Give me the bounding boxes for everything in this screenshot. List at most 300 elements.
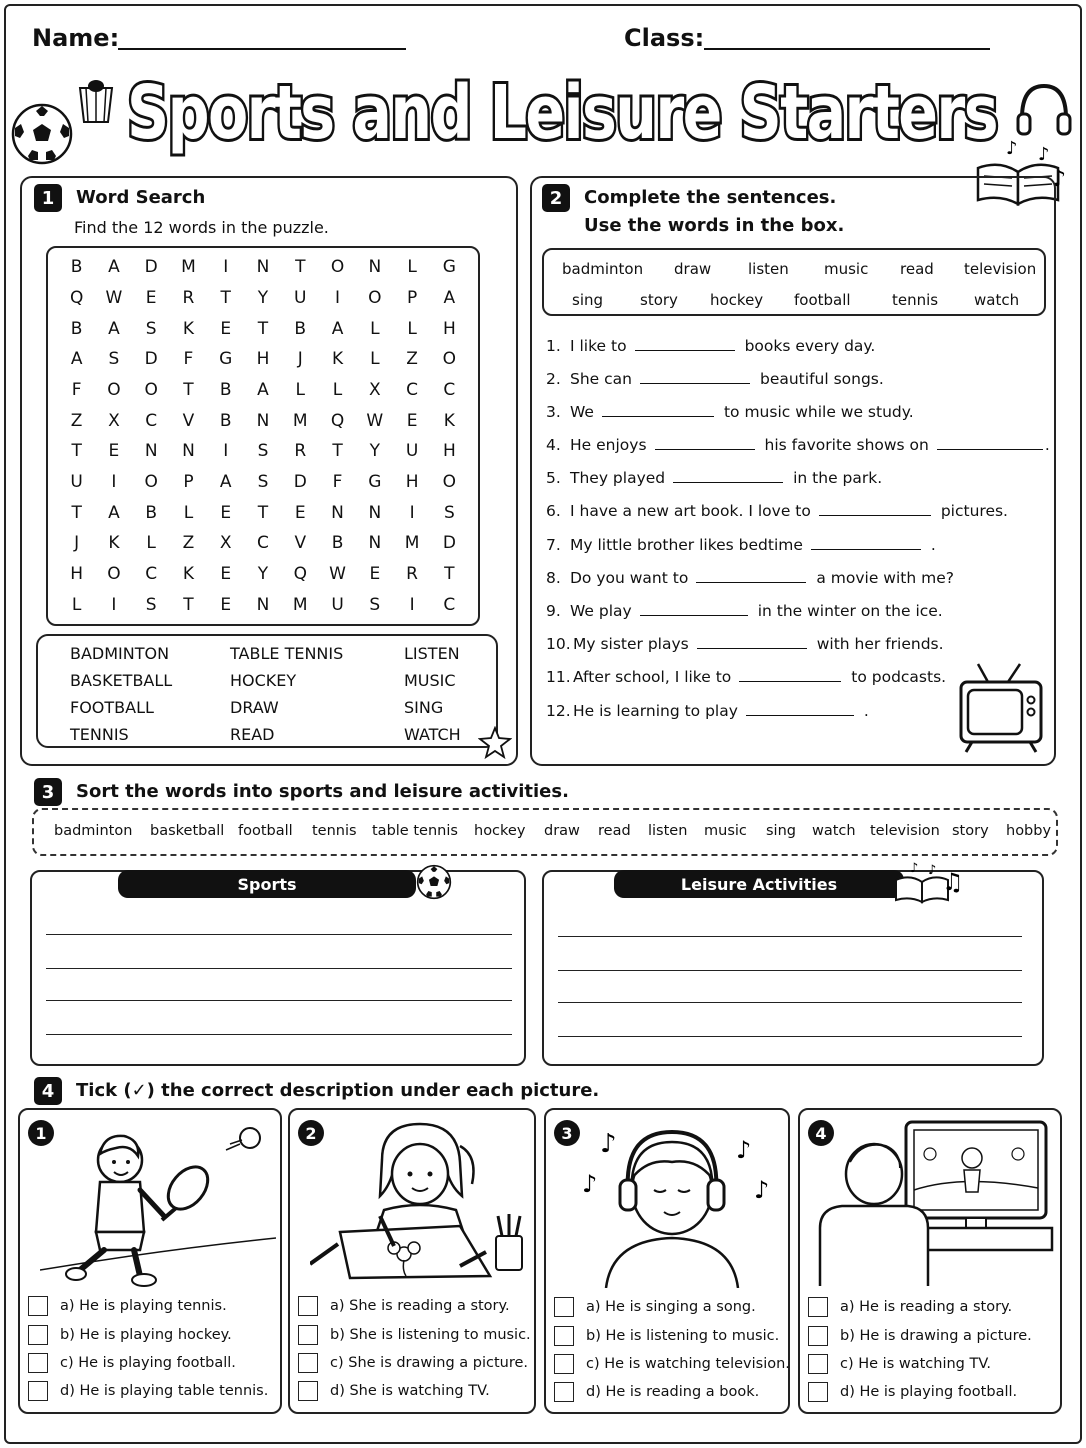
- writing-line[interactable]: [46, 1034, 512, 1035]
- grid-letter[interactable]: U: [405, 441, 419, 462]
- grid-letter[interactable]: L: [407, 257, 417, 278]
- grid-letter[interactable]: K: [108, 533, 120, 554]
- sentence-item: [546, 403, 914, 421]
- answer-blank[interactable]: [673, 469, 783, 483]
- grid-letter[interactable]: E: [220, 318, 232, 339]
- grid-letter[interactable]: S: [145, 594, 157, 615]
- sentence-item: [546, 370, 884, 388]
- sentence-item: [546, 635, 944, 653]
- grid-letter[interactable]: C: [443, 379, 456, 400]
- word-bank-item: football: [794, 291, 851, 309]
- sports-label: Sports: [118, 870, 416, 898]
- option-label: c) He is watching television.: [586, 1356, 790, 1372]
- grid-letter[interactable]: Z: [70, 410, 83, 431]
- soccer-ball-icon: [416, 864, 452, 900]
- grid-letter[interactable]: N: [256, 257, 270, 278]
- grid-letter[interactable]: X: [219, 533, 232, 554]
- grid-letter[interactable]: G: [442, 257, 456, 278]
- picture-number: 1: [28, 1120, 54, 1146]
- svg-text:♪: ♪: [736, 1136, 752, 1164]
- option-label: d) She is watching TV.: [330, 1383, 490, 1399]
- grid-letter[interactable]: J: [74, 533, 80, 554]
- grid-letter[interactable]: N: [368, 257, 382, 278]
- grid-letter[interactable]: C: [406, 379, 419, 400]
- sentence-item: [546, 502, 1008, 520]
- sentence-item: [546, 569, 954, 587]
- grid-letter[interactable]: Z: [406, 349, 418, 370]
- sentence-text: We: [570, 403, 594, 421]
- sentence-text: I like to: [570, 337, 627, 355]
- svg-text:♫: ♫: [942, 868, 964, 896]
- sentence-text: .: [863, 702, 869, 720]
- grid-letter[interactable]: Q: [69, 287, 84, 308]
- writing-line[interactable]: [46, 1000, 512, 1001]
- sentence-item: [546, 469, 882, 487]
- tick-checkbox[interactable]: [298, 1353, 318, 1373]
- word-list-item: SING: [404, 698, 444, 717]
- grid-letter[interactable]: T: [257, 318, 269, 339]
- sort-word: draw: [544, 823, 580, 839]
- grid-letter[interactable]: T: [444, 563, 455, 584]
- grid-letter[interactable]: U: [70, 471, 83, 492]
- soccer-ball-icon: [10, 102, 74, 166]
- sentence-text: a movie with me?: [816, 569, 954, 587]
- answer-blank[interactable]: [602, 403, 714, 417]
- sentence-item: [546, 602, 943, 620]
- word-bank-item: hockey: [710, 291, 764, 309]
- grid-letter[interactable]: T: [183, 594, 194, 615]
- option-label: b) She is listening to music.: [330, 1327, 531, 1343]
- grid-letter[interactable]: E: [220, 563, 232, 584]
- grid-letter[interactable]: A: [108, 502, 120, 523]
- grid-letter[interactable]: O: [144, 379, 158, 400]
- sentence-item: [546, 436, 1050, 454]
- grid-letter[interactable]: O: [442, 471, 457, 492]
- grid-letter[interactable]: U: [294, 287, 307, 308]
- grid-letter[interactable]: S: [108, 349, 120, 370]
- star-icon: [478, 726, 512, 760]
- sentence-number: 12.: [546, 702, 571, 720]
- grid-letter[interactable]: K: [182, 563, 195, 584]
- grid-letter[interactable]: B: [70, 257, 83, 278]
- sentence-text: My little brother likes bedtime: [570, 536, 803, 554]
- section-2-title: Complete the sentences.: [584, 187, 837, 208]
- option-label: a) She is reading a story.: [330, 1298, 510, 1314]
- grid-letter[interactable]: A: [443, 287, 456, 308]
- picture-number: 3: [554, 1120, 580, 1146]
- grid-letter[interactable]: I: [335, 287, 341, 308]
- answer-blank[interactable]: [697, 635, 807, 649]
- word-list-item: WATCH: [404, 725, 461, 744]
- sort-word: listen: [648, 823, 688, 839]
- grid-letter[interactable]: A: [257, 379, 269, 400]
- grid-letter[interactable]: O: [368, 287, 382, 308]
- grid-letter[interactable]: X: [368, 379, 381, 400]
- grid-letter[interactable]: H: [405, 471, 419, 492]
- writing-line[interactable]: [46, 934, 512, 935]
- grid-letter[interactable]: A: [108, 257, 120, 278]
- word-bank-item: sing: [572, 291, 604, 309]
- word-bank-item: tennis: [892, 291, 939, 309]
- class-field[interactable]: [704, 48, 990, 50]
- grid-letter[interactable]: N: [182, 441, 195, 462]
- answer-blank[interactable]: [739, 668, 841, 682]
- grid-letter[interactable]: M: [292, 410, 308, 431]
- answer-blank[interactable]: [635, 337, 735, 351]
- tick-checkbox[interactable]: [808, 1382, 828, 1402]
- section-3-badge: 3: [34, 778, 62, 806]
- writing-line[interactable]: [558, 936, 1022, 937]
- sentence-number: 10.: [546, 635, 571, 653]
- grid-letter[interactable]: T: [295, 257, 306, 278]
- grid-letter[interactable]: M: [292, 594, 308, 615]
- grid-letter[interactable]: S: [369, 594, 381, 615]
- grid-letter[interactable]: N: [368, 502, 382, 523]
- grid-letter[interactable]: L: [183, 502, 194, 523]
- grid-letter[interactable]: W: [329, 563, 346, 584]
- answer-blank[interactable]: [640, 602, 748, 616]
- word-bank-item: watch: [974, 291, 1020, 309]
- sentence-number: 3.: [546, 403, 561, 421]
- grid-letter[interactable]: Q: [330, 410, 345, 431]
- grid-letter[interactable]: E: [220, 594, 232, 615]
- grid-letter[interactable]: B: [219, 379, 232, 400]
- answer-blank[interactable]: [640, 370, 750, 384]
- grid-letter[interactable]: J: [297, 349, 303, 370]
- word-list-item: BASKETBALL: [70, 671, 173, 690]
- grid-letter[interactable]: V: [294, 533, 307, 554]
- grid-letter[interactable]: F: [71, 379, 82, 400]
- grid-letter[interactable]: L: [332, 379, 343, 400]
- grid-letter[interactable]: A: [108, 318, 120, 339]
- grid-letter[interactable]: L: [370, 318, 380, 339]
- sentence-item: [546, 536, 936, 554]
- option-label: a) He is reading a story.: [840, 1299, 1013, 1315]
- grid-letter[interactable]: A: [331, 318, 344, 339]
- grid-letter[interactable]: E: [369, 563, 381, 584]
- sentence-number: 4.: [546, 436, 561, 454]
- grid-letter[interactable]: Z: [182, 533, 195, 554]
- grid-letter[interactable]: C: [443, 594, 456, 615]
- grid-letter[interactable]: B: [70, 318, 83, 339]
- sentence-text: to podcasts.: [851, 668, 947, 686]
- answer-blank[interactable]: [696, 569, 806, 583]
- grid-letter[interactable]: K: [331, 349, 344, 370]
- sort-word: football: [238, 823, 293, 839]
- grid-letter[interactable]: L: [295, 379, 305, 400]
- writing-line[interactable]: [558, 1036, 1022, 1037]
- sentence-text: beautiful songs.: [759, 370, 884, 388]
- grid-letter[interactable]: E: [220, 502, 232, 523]
- grid-letter[interactable]: T: [220, 287, 231, 308]
- grid-letter[interactable]: S: [257, 471, 269, 492]
- tick-checkbox[interactable]: [28, 1296, 48, 1316]
- grid-letter[interactable]: C: [257, 533, 269, 554]
- grid-letter[interactable]: G: [368, 471, 382, 492]
- tick-checkbox[interactable]: [28, 1381, 48, 1401]
- sentence-text: My sister plays: [573, 635, 689, 653]
- picture-number: 4: [808, 1120, 834, 1146]
- headphones-icon: [1012, 78, 1076, 142]
- svg-text:♪: ♪: [1052, 167, 1067, 192]
- sentence-text: .: [1044, 436, 1050, 454]
- sentence-item: [546, 702, 869, 720]
- grid-letter[interactable]: N: [331, 502, 344, 523]
- option-label: d) He is playing table tennis.: [60, 1383, 269, 1399]
- name-field[interactable]: [118, 48, 406, 50]
- section-4-badge: 4: [34, 1077, 62, 1105]
- grid-letter[interactable]: Q: [293, 563, 307, 584]
- grid-letter[interactable]: D: [442, 533, 456, 554]
- word-bank-box: [542, 248, 1046, 316]
- grid-letter[interactable]: B: [331, 533, 344, 554]
- grid-letter[interactable]: L: [407, 318, 417, 339]
- tick-checkbox[interactable]: [554, 1382, 574, 1402]
- grid-letter[interactable]: D: [144, 257, 158, 278]
- grid-letter[interactable]: Y: [369, 441, 380, 462]
- svg-text:♪: ♪: [1006, 138, 1018, 159]
- word-list-box: [36, 634, 498, 748]
- grid-letter[interactable]: W: [105, 287, 123, 308]
- grid-letter[interactable]: S: [145, 318, 157, 339]
- sort-word: badminton: [54, 823, 133, 839]
- sentence-text: After school, I like to: [573, 668, 732, 686]
- grid-letter[interactable]: K: [443, 410, 455, 431]
- grid-letter[interactable]: T: [71, 441, 82, 462]
- answer-blank[interactable]: [937, 436, 1043, 450]
- option-label: c) He is playing football.: [60, 1355, 236, 1371]
- tick-checkbox[interactable]: [28, 1353, 48, 1373]
- sentence-text: in the park.: [793, 469, 883, 487]
- sort-word-bank: [32, 808, 1058, 856]
- section-4-title: Tick (✓) the correct description under each picture.: [76, 1080, 600, 1101]
- tick-checkbox[interactable]: [28, 1325, 48, 1345]
- sort-word: basketball: [150, 823, 225, 839]
- grid-letter[interactable]: O: [107, 563, 121, 584]
- word-list-item: TABLE TENNIS: [230, 644, 344, 663]
- grid-letter[interactable]: L: [370, 349, 380, 370]
- sort-word: read: [598, 823, 631, 839]
- writing-line[interactable]: [558, 1002, 1022, 1003]
- grid-letter[interactable]: M: [404, 533, 420, 554]
- answer-blank[interactable]: [746, 702, 854, 716]
- class-label: Class:: [624, 24, 705, 52]
- writing-line[interactable]: [558, 970, 1022, 971]
- grid-letter[interactable]: F: [332, 471, 343, 492]
- grid-letter[interactable]: P: [406, 287, 418, 308]
- section-2-badge: 2: [542, 184, 570, 212]
- answer-blank[interactable]: [819, 502, 931, 516]
- grid-letter[interactable]: K: [182, 318, 195, 339]
- option-label: b) He is playing hockey.: [60, 1327, 232, 1343]
- grid-letter[interactable]: B: [219, 410, 232, 431]
- section-1-title: Word Search: [76, 187, 206, 208]
- sentence-text: books every day.: [744, 337, 876, 355]
- grid-letter[interactable]: E: [145, 287, 157, 308]
- sentence-number: 11.: [546, 668, 571, 686]
- grid-letter[interactable]: T: [332, 441, 343, 462]
- boy-watching-tv-illustration: [812, 1118, 1056, 1286]
- sentence-text: to music while we study.: [723, 403, 914, 421]
- sentence-number: 5.: [546, 469, 561, 487]
- word-bank-item: television: [964, 260, 1037, 278]
- grid-letter[interactable]: X: [108, 410, 120, 431]
- tick-checkbox[interactable]: [808, 1354, 828, 1374]
- grid-letter[interactable]: R: [182, 287, 195, 308]
- grid-letter[interactable]: A: [219, 471, 232, 492]
- sentence-number: 7.: [546, 536, 561, 554]
- grid-letter[interactable]: B: [145, 502, 157, 523]
- sort-word: table tennis: [372, 823, 458, 839]
- tick-checkbox[interactable]: [554, 1354, 574, 1374]
- sort-word: hobby: [1006, 823, 1052, 839]
- grid-letter[interactable]: A: [70, 349, 83, 370]
- option-label: a) He is singing a song.: [586, 1299, 756, 1315]
- grid-letter[interactable]: B: [294, 318, 307, 339]
- grid-letter[interactable]: D: [293, 471, 307, 492]
- grid-letter[interactable]: N: [256, 594, 270, 615]
- picture-card-1: [18, 1108, 282, 1414]
- option-label: d) He is playing football.: [840, 1384, 1018, 1400]
- grid-letter[interactable]: S: [257, 441, 269, 462]
- tick-checkbox[interactable]: [808, 1326, 828, 1346]
- sentence-text: They played: [570, 469, 666, 487]
- television-icon: [958, 660, 1044, 756]
- grid-letter[interactable]: G: [219, 349, 233, 370]
- picture-card-2: [288, 1108, 536, 1414]
- grid-letter[interactable]: E: [108, 441, 120, 462]
- sort-word: watch: [812, 823, 856, 839]
- grid-letter[interactable]: I: [111, 471, 117, 492]
- sort-word: tennis: [312, 823, 357, 839]
- grid-letter[interactable]: H: [442, 318, 456, 339]
- svg-text:♪: ♪: [928, 863, 937, 878]
- svg-text:♪: ♪: [582, 1170, 598, 1198]
- grid-letter[interactable]: U: [331, 594, 344, 615]
- grid-letter[interactable]: I: [223, 257, 229, 278]
- word-list-item: DRAW: [230, 698, 279, 717]
- option-label: c) She is drawing a picture.: [330, 1355, 529, 1371]
- tick-checkbox[interactable]: [298, 1296, 318, 1316]
- option-label: b) He is listening to music.: [586, 1328, 780, 1344]
- page-title: [122, 58, 1002, 168]
- sentence-text: She can: [570, 370, 632, 388]
- sort-word: story: [952, 823, 989, 839]
- tick-checkbox[interactable]: [808, 1297, 828, 1317]
- tick-checkbox[interactable]: [298, 1381, 318, 1401]
- grid-letter[interactable]: O: [144, 471, 158, 492]
- tick-checkbox[interactable]: [298, 1325, 318, 1345]
- name-label: Name:: [32, 24, 120, 52]
- option-label: d) He is reading a book.: [586, 1384, 760, 1400]
- grid-letter[interactable]: P: [183, 471, 194, 492]
- sentence-number: 8.: [546, 569, 561, 587]
- answer-blank[interactable]: [655, 436, 755, 450]
- grid-letter[interactable]: I: [409, 594, 415, 615]
- grid-letter[interactable]: F: [183, 349, 194, 370]
- grid-letter[interactable]: H: [442, 441, 456, 462]
- grid-letter[interactable]: D: [144, 349, 158, 370]
- word-list-item: FOOTBALL: [70, 698, 154, 717]
- grid-letter[interactable]: C: [145, 563, 158, 584]
- word-list-item: HOCKEY: [230, 671, 297, 690]
- word-bank-item: read: [900, 260, 934, 278]
- word-list-item: BADMINTON: [70, 644, 170, 663]
- grid-letter[interactable]: S: [443, 502, 455, 523]
- sentence-text: He enjoys: [570, 436, 647, 454]
- sentence-item: [546, 668, 946, 686]
- word-bank-item: draw: [674, 260, 712, 278]
- girl-drawing-illustration: [310, 1116, 532, 1286]
- grid-letter[interactable]: N: [256, 410, 270, 431]
- sentence-text: Do you want to: [570, 569, 689, 587]
- sentence-number: 9.: [546, 602, 561, 620]
- grid-letter[interactable]: T: [71, 502, 82, 523]
- grid-letter[interactable]: M: [181, 257, 196, 278]
- grid-letter[interactable]: O: [107, 379, 121, 400]
- grid-letter[interactable]: N: [368, 533, 382, 554]
- grid-letter[interactable]: I: [409, 502, 415, 523]
- grid-letter[interactable]: H: [70, 563, 84, 584]
- grid-letter[interactable]: E: [294, 502, 306, 523]
- boy-listening-music-illustration: [566, 1118, 786, 1288]
- grid-letter[interactable]: I: [223, 441, 229, 462]
- grid-letter[interactable]: C: [145, 410, 158, 431]
- sentence-text: .: [930, 536, 936, 554]
- shuttlecock-icon: [76, 78, 116, 130]
- picture-number: 2: [298, 1120, 324, 1146]
- grid-letter[interactable]: Y: [257, 287, 269, 308]
- grid-letter[interactable]: L: [146, 533, 156, 554]
- grid-letter[interactable]: R: [406, 563, 418, 584]
- grid-letter[interactable]: H: [256, 349, 270, 370]
- word-bank-item: badminton: [562, 260, 644, 278]
- svg-text:♪: ♪: [1038, 144, 1050, 165]
- option-label: a) He is playing tennis.: [60, 1298, 227, 1314]
- sentence-number: 1.: [546, 337, 561, 355]
- grid-letter[interactable]: L: [71, 594, 82, 615]
- grid-letter[interactable]: Y: [257, 563, 269, 584]
- sentence-text: his favorite shows on: [764, 436, 929, 454]
- grid-letter[interactable]: I: [111, 594, 117, 615]
- grid-letter[interactable]: V: [182, 410, 195, 431]
- grid-letter[interactable]: T: [257, 502, 269, 523]
- picture-card-3: [544, 1108, 790, 1414]
- writing-line[interactable]: [46, 968, 512, 969]
- svg-text:♪: ♪: [600, 1129, 617, 1159]
- word-bank-item: music: [824, 260, 869, 278]
- grid-letter[interactable]: R: [294, 441, 307, 462]
- picture-card-4: [798, 1108, 1062, 1414]
- tick-checkbox[interactable]: [554, 1297, 574, 1317]
- grid-letter[interactable]: O: [442, 349, 457, 370]
- grid-letter[interactable]: E: [406, 410, 418, 431]
- answer-blank[interactable]: [811, 536, 921, 550]
- grid-letter[interactable]: O: [330, 257, 345, 278]
- svg-text:♪: ♪: [910, 861, 919, 876]
- sentence-number: 6.: [546, 502, 561, 520]
- grid-letter[interactable]: T: [183, 379, 194, 400]
- word-list-item: TENNIS: [70, 725, 129, 744]
- book-music-icon: [892, 858, 964, 904]
- svg-text:♪: ♪: [754, 1176, 770, 1204]
- grid-letter[interactable]: N: [144, 441, 158, 462]
- tick-checkbox[interactable]: [554, 1326, 574, 1346]
- sort-word: hockey: [474, 823, 526, 839]
- grid-letter[interactable]: W: [366, 410, 384, 431]
- sentence-text: in the winter on the ice.: [757, 602, 943, 620]
- sentence-text: He is learning to play: [573, 702, 738, 720]
